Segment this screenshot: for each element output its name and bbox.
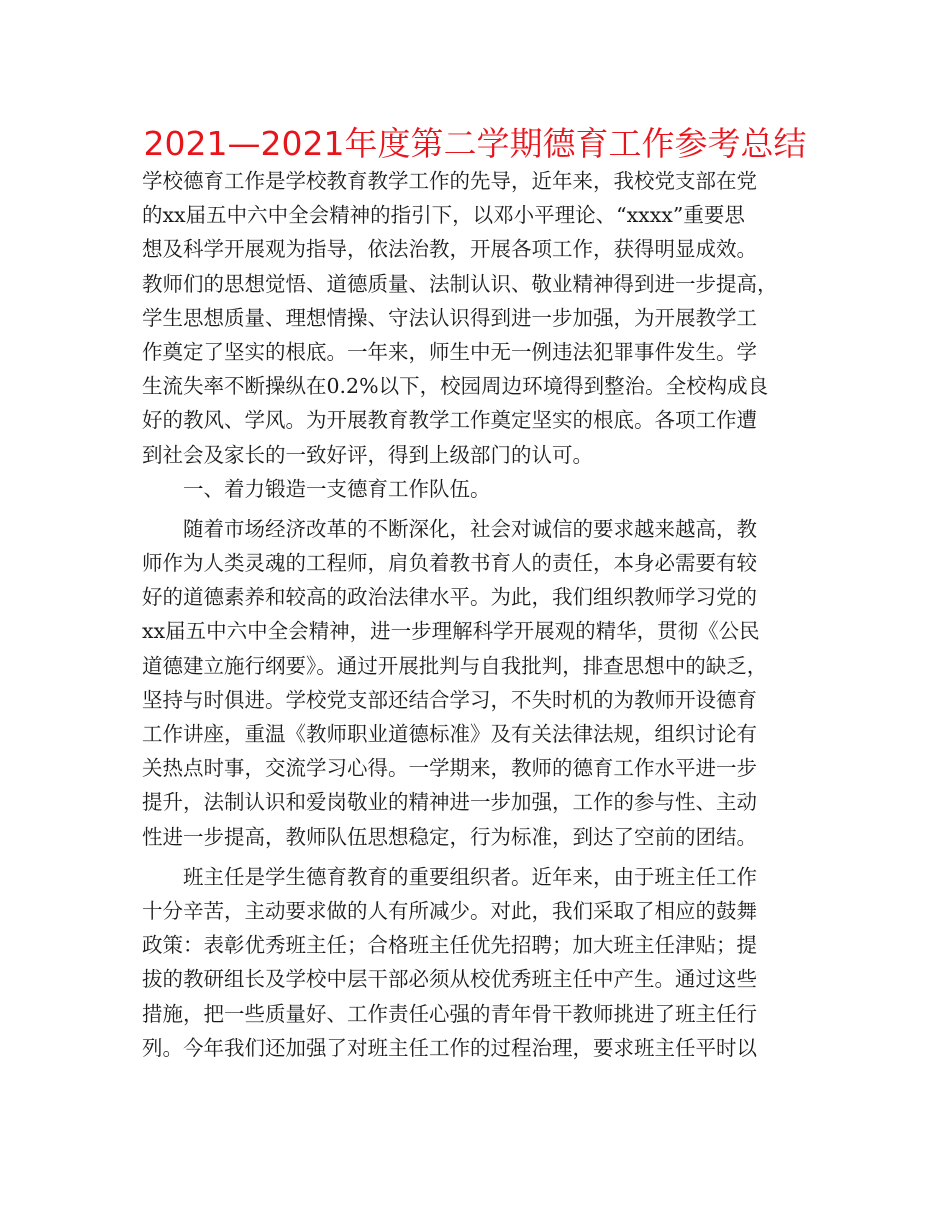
text-line: 政策：表彰优秀班主任；合格班主任优先招聘；加大班主任津贴；提 bbox=[142, 933, 757, 958]
text-line: 列。今年我们还加强了对班主任工作的过程治理，要求班主任平时以 bbox=[142, 1035, 757, 1060]
text-line: 关热点时事，交流学习心得。一学期来，教师的德育工作水平进一步 bbox=[142, 756, 757, 781]
text-line: 生流失率不断操纵在0.2%以下，校园周边环境得到整治。全校构成良 bbox=[142, 374, 769, 399]
paragraph-class-teachers bbox=[142, 860, 822, 1065]
text-line: 到社会及家长的一致好评，得到上级部门的认可。 bbox=[142, 442, 593, 467]
text-line: 措施，把一些质量好、工作责任心强的青年骨干教师挑进了班主任行 bbox=[142, 1001, 757, 1026]
text-line: 班主任是学生德育教育的重要组织者。近年来，由于班主任工作 bbox=[183, 864, 757, 889]
text-line: 道德建立施行纲要》。通过开展批判与自我批判，排查思想中的缺乏， bbox=[142, 653, 768, 678]
text-line: xx届五中六中全会精神，进一步理解科学开展观的精华，贯彻《公民 bbox=[142, 619, 760, 644]
text-line: 学生思想质量、理想情操、守法认识得到进一步加强，为开展教学工 bbox=[142, 305, 757, 330]
text-line: 师作为人类灵魂的工程师，肩负着教书育人的责任，本身必需要有较 bbox=[142, 551, 757, 576]
text-line: 工作讲座，重温《教师职业道德标准》及有关法律法规，组织讨论有 bbox=[142, 722, 757, 746]
text-line: 性进一步提高，教师队伍思想稳定，行为标准，到达了空前的团结。 bbox=[142, 824, 757, 849]
text-line: 拔的教研组长及学校中层干部必须从校优秀班主任中产生。通过这些 bbox=[142, 967, 757, 992]
text-line: 好的教风、学风。为开展教育教学工作奠定坚实的根底。各项工作遭 bbox=[142, 408, 757, 433]
text-line: 十分辛苦，主动要求做的人有所减少。对此，我们采取了相应的鼓舞 bbox=[142, 898, 757, 923]
text-line: 好的道德素养和较高的政治法律水平。为此，我们组织教师学习党的 bbox=[142, 585, 757, 610]
text-line: 坚持与时俱进。学校党支部还结合学习，不失时机的为教师开设德育 bbox=[142, 687, 757, 712]
text-line: 想及科学开展观为指导，依法治教，开展各项工作，获得明显成效。 bbox=[142, 237, 757, 262]
text-line: 学校德育工作是学校教育教学工作的先导，近年来，我校党支部在党 bbox=[142, 169, 757, 193]
text-line: 提升，法制认识和爱岗敬业的精神进一步加强，工作的参与性、主动 bbox=[142, 790, 757, 815]
section-heading: 一、着力锻造一支德育工作队伍。 bbox=[183, 476, 491, 501]
text-line: 的xx届五中六中全会精神的指引下，以邓小平理论、“xxxx”重要思 bbox=[142, 203, 745, 228]
paragraph-teachers bbox=[142, 512, 822, 854]
text-line: 作奠定了坚实的根底。一年来，师生中无一例违法犯罪事件发生。学 bbox=[142, 339, 757, 364]
text-line: 教师们的思想觉悟、道德质量、法制认识、敬业精神得到进一步提高， bbox=[142, 271, 778, 296]
document-title: 2021—2021年度第二学期德育工作参考总结 bbox=[143, 124, 807, 163]
document-body bbox=[142, 164, 822, 1065]
intro-paragraph bbox=[142, 164, 822, 472]
text-line: 随着市场经济改革的不断深化，社会对诚信的要求越来越高，教 bbox=[183, 516, 757, 541]
